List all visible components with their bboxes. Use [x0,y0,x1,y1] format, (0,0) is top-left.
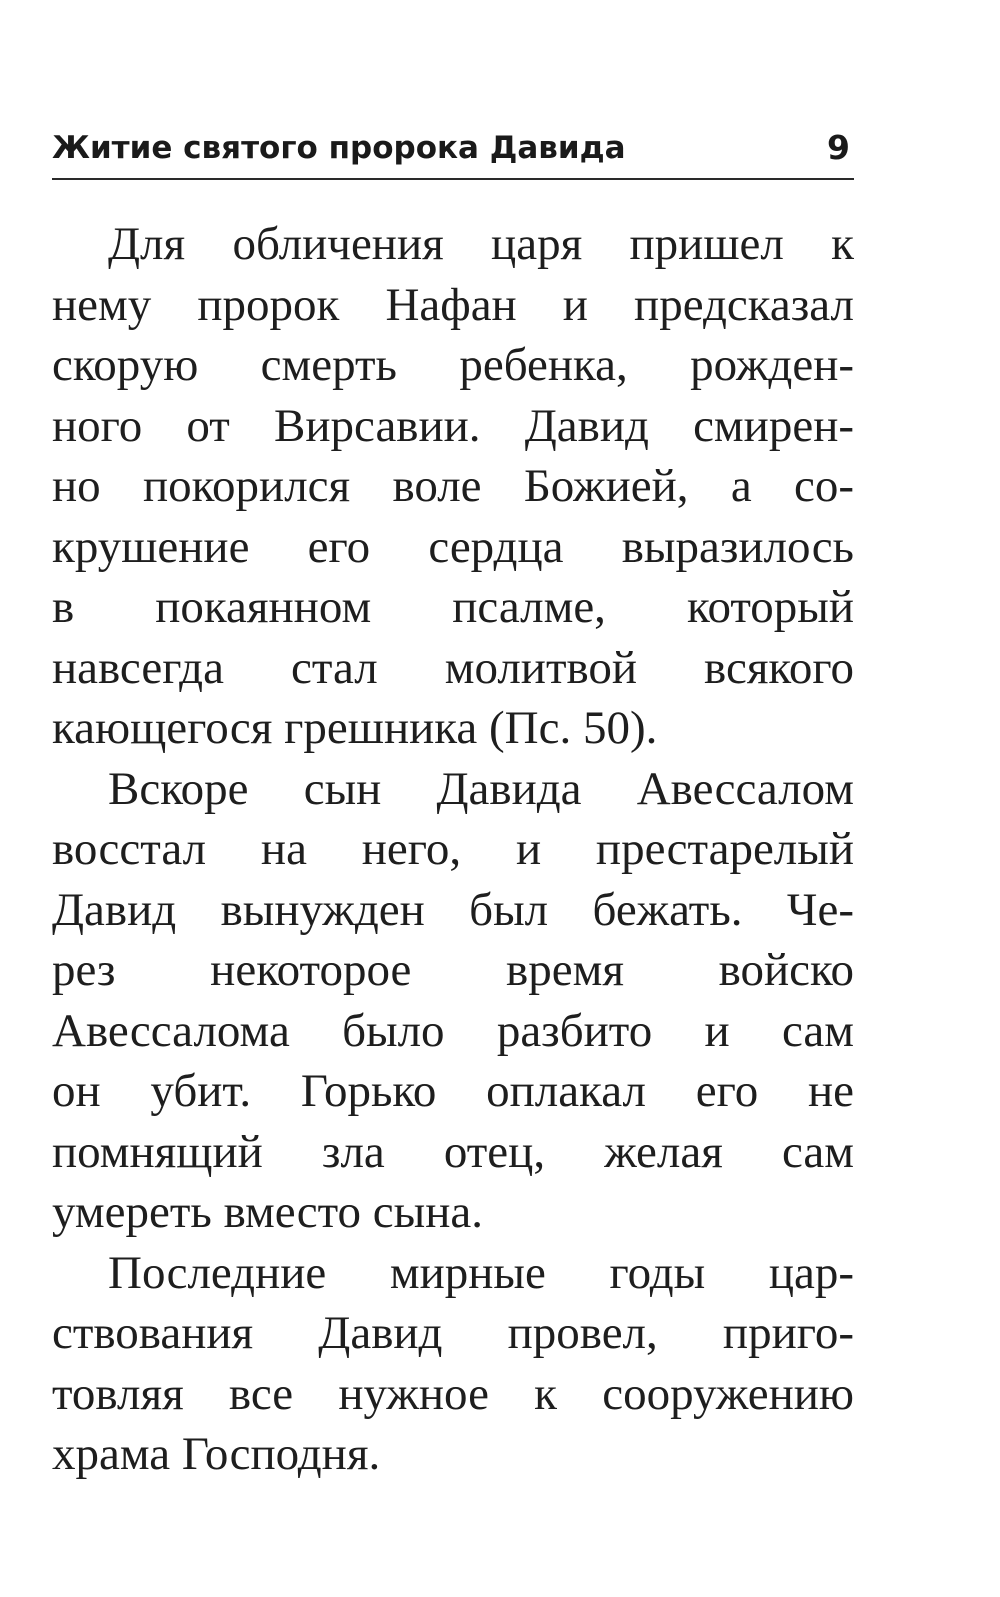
text-line: храма Господня. [52,1428,381,1480]
text-line: скорую смерть ребенка, рожден- [52,339,854,391]
text-line: но покорился воле Божией, а со- [52,460,854,512]
page-number: 9 [827,128,850,167]
text-line: он убит. Горько оплакал его не [52,1065,854,1117]
text-line: Авессалома было разбито и сам [52,1004,854,1057]
text-line: кающегося грешника (Пс. 50). [52,702,658,754]
paragraph [52,214,854,759]
text-line: навсегда стал молитвой всякого [52,641,854,694]
text-line: восстал на него, и престарелый [52,823,854,875]
text-line: ного от Вирсавии. Давид смирен- [52,399,854,452]
text-line: умереть вместо сына. [52,1186,483,1238]
running-head [52,126,854,178]
paragraph [52,759,854,1243]
running-title: Житие святого пророка Давида [52,130,626,166]
text-line: Последние мирные годы цар- [108,1246,854,1299]
text-line: товляя все нужное к сооружению [52,1367,854,1420]
text-line: рез некоторое время войско [52,944,854,996]
text-line: помнящий зла отец, желая сам [52,1125,854,1178]
text-line: Для обличения царя пришел к [108,218,854,270]
text-line: нему пророк Нафан и предсказал [52,278,854,331]
text-line: ствования Давид провел, приго- [52,1307,854,1359]
header-rule [52,178,854,180]
text-line: Давид вынужден был бежать. Че- [52,883,854,936]
paragraph [52,1243,854,1485]
text-line: Вскоре сын Давида Авессалом [108,762,854,815]
body-text [52,214,854,1485]
text-line: в покаянном псалме, который [52,581,854,633]
text-line: крушение его сердца выразилось [52,520,854,573]
